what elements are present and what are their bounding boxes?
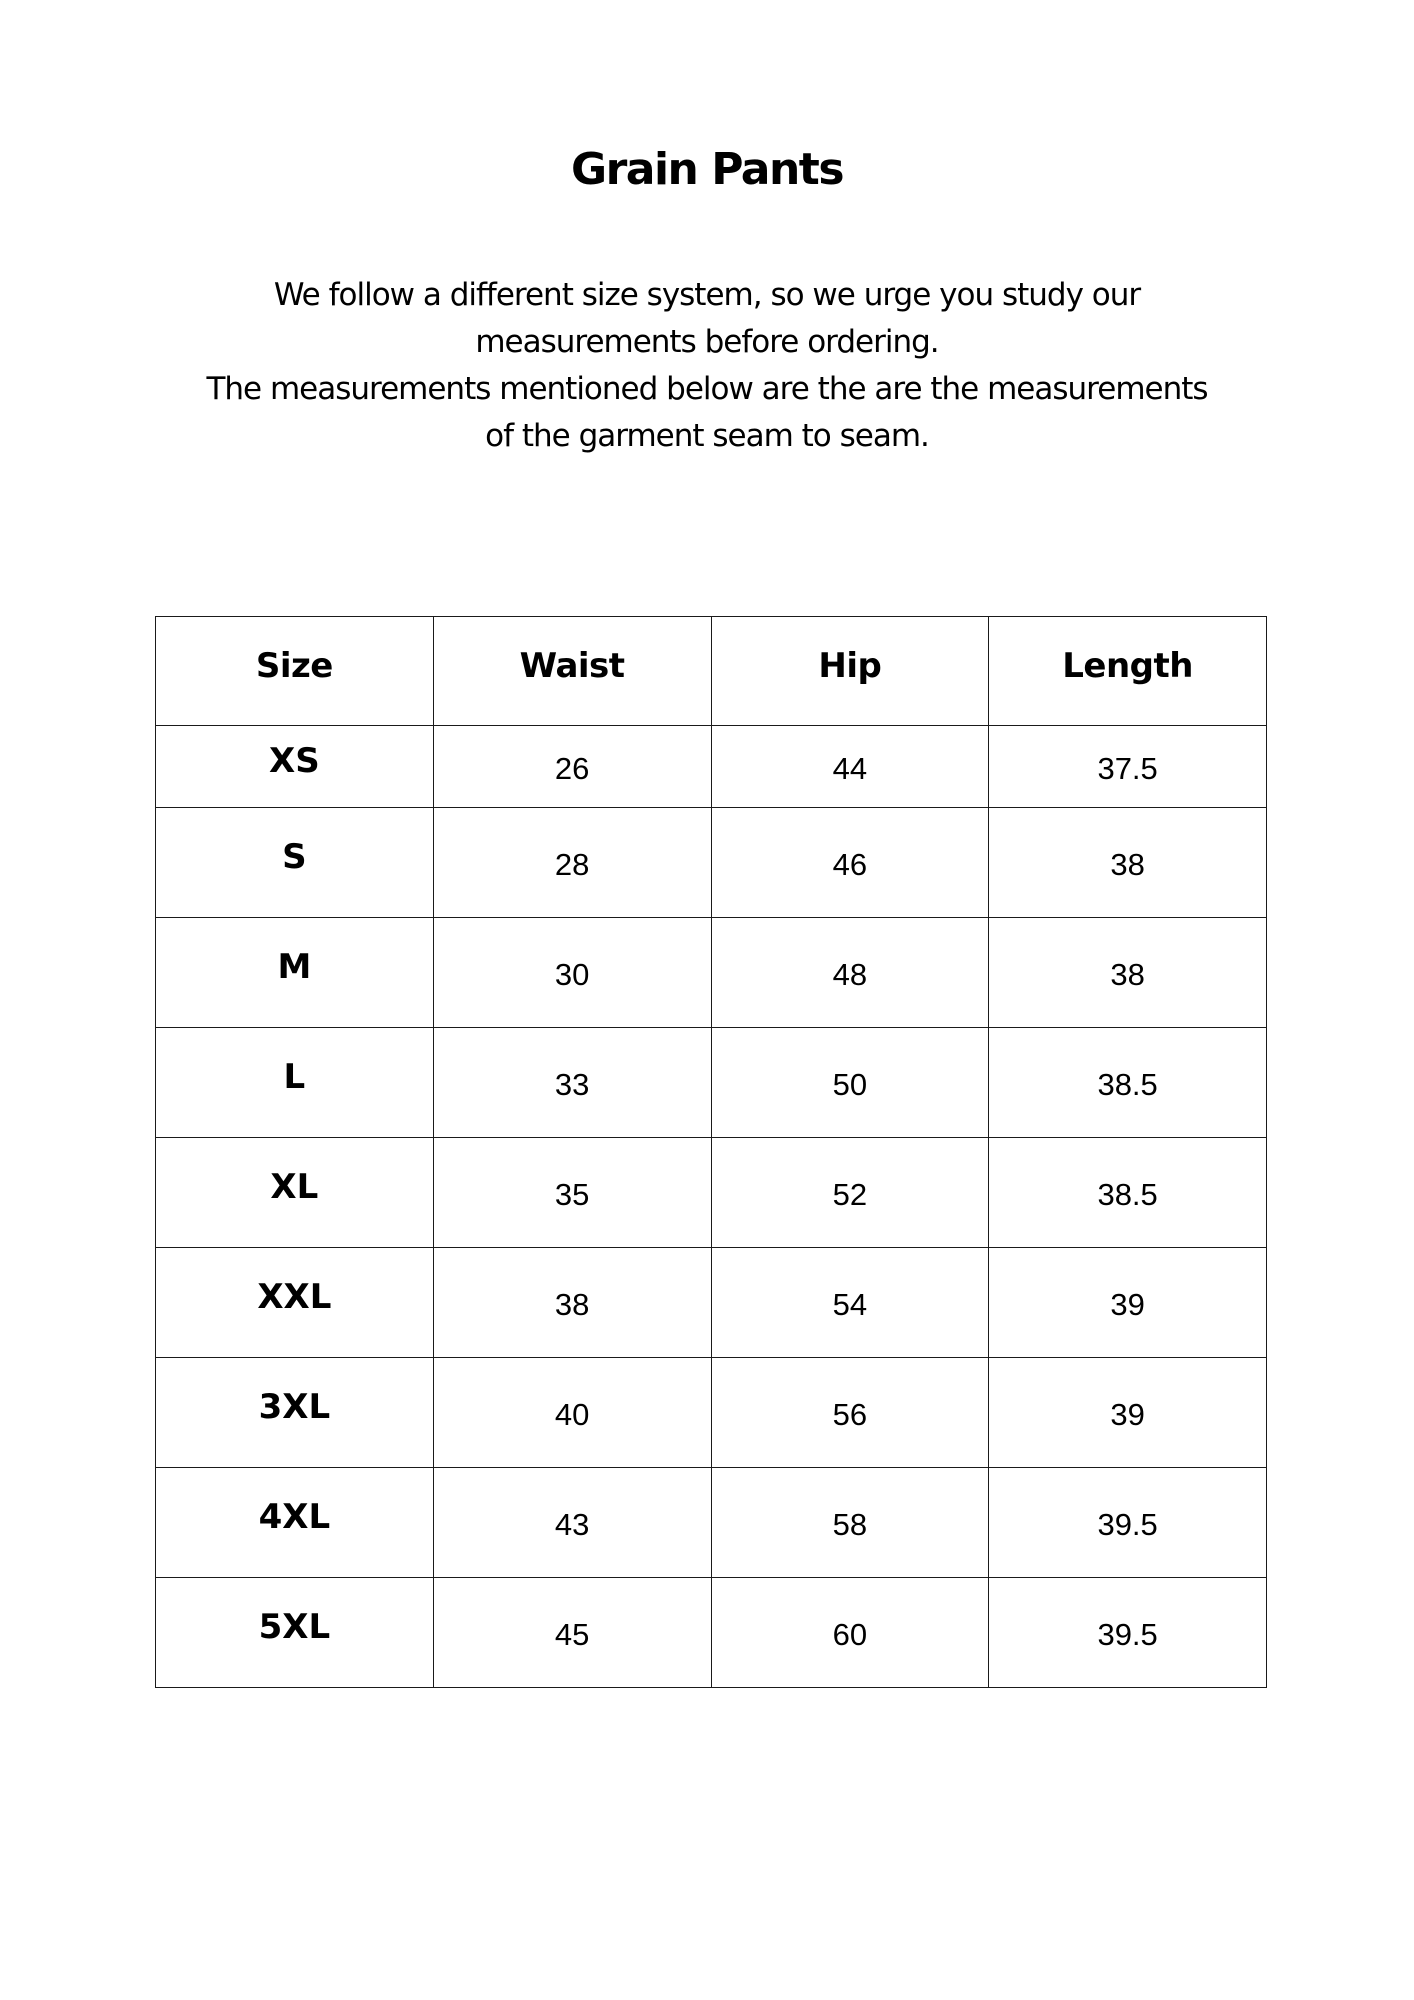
size-cell: 3XL <box>156 1358 434 1468</box>
waist-cell: 28 <box>433 808 711 918</box>
hip-cell: 48 <box>711 918 989 1028</box>
waist-cell: 33 <box>433 1028 711 1138</box>
table-row <box>156 1028 1267 1138</box>
length-cell: 39.5 <box>989 1468 1267 1578</box>
intro-line-3: The measurements mentioned below are the are the measurements <box>206 371 1208 407</box>
waist-cell: 26 <box>433 726 711 808</box>
hip-cell: 44 <box>711 726 989 808</box>
intro-line-4: of the garment seam to seam. <box>485 418 929 454</box>
hip-cell: 56 <box>711 1358 989 1468</box>
size-chart-table <box>155 616 1267 1688</box>
table-row <box>156 726 1267 808</box>
table-header <box>156 617 1267 726</box>
size-cell: 4XL <box>156 1468 434 1578</box>
header-row <box>156 617 1267 726</box>
size-cell: 5XL <box>156 1578 434 1688</box>
waist-cell: 40 <box>433 1358 711 1468</box>
length-cell: 38.5 <box>989 1138 1267 1248</box>
header-hip: Hip <box>711 617 989 726</box>
waist-cell: 35 <box>433 1138 711 1248</box>
intro-text <box>150 272 1264 460</box>
length-cell: 39.5 <box>989 1578 1267 1688</box>
size-cell: S <box>156 808 434 918</box>
size-cell: L <box>156 1028 434 1138</box>
size-cell: XS <box>156 726 434 808</box>
table-row <box>156 1468 1267 1578</box>
hip-cell: 54 <box>711 1248 989 1358</box>
size-cell: M <box>156 918 434 1028</box>
hip-cell: 52 <box>711 1138 989 1248</box>
waist-cell: 38 <box>433 1248 711 1358</box>
length-cell: 37.5 <box>989 726 1267 808</box>
hip-cell: 58 <box>711 1468 989 1578</box>
header-size: Size <box>156 617 434 726</box>
table-body <box>156 726 1267 1688</box>
hip-cell: 60 <box>711 1578 989 1688</box>
size-cell: XXL <box>156 1248 434 1358</box>
waist-cell: 45 <box>433 1578 711 1688</box>
table-row <box>156 1358 1267 1468</box>
table-row <box>156 1248 1267 1358</box>
length-cell: 39 <box>989 1248 1267 1358</box>
hip-cell: 50 <box>711 1028 989 1138</box>
waist-cell: 30 <box>433 918 711 1028</box>
size-cell: XL <box>156 1138 434 1248</box>
table-row <box>156 1578 1267 1688</box>
intro-line-2: measurements before ordering. <box>475 324 939 360</box>
length-cell: 38 <box>989 918 1267 1028</box>
intro-line-1: We follow a different size system, so we urge you study our <box>273 277 1141 313</box>
header-length: Length <box>989 617 1267 726</box>
length-cell: 38.5 <box>989 1028 1267 1138</box>
waist-cell: 43 <box>433 1468 711 1578</box>
table-row <box>156 1138 1267 1248</box>
length-cell: 39 <box>989 1358 1267 1468</box>
length-cell: 38 <box>989 808 1267 918</box>
header-waist: Waist <box>433 617 711 726</box>
table-row <box>156 918 1267 1028</box>
hip-cell: 46 <box>711 808 989 918</box>
table-row <box>156 808 1267 918</box>
page-title: Grain Pants <box>570 144 844 195</box>
